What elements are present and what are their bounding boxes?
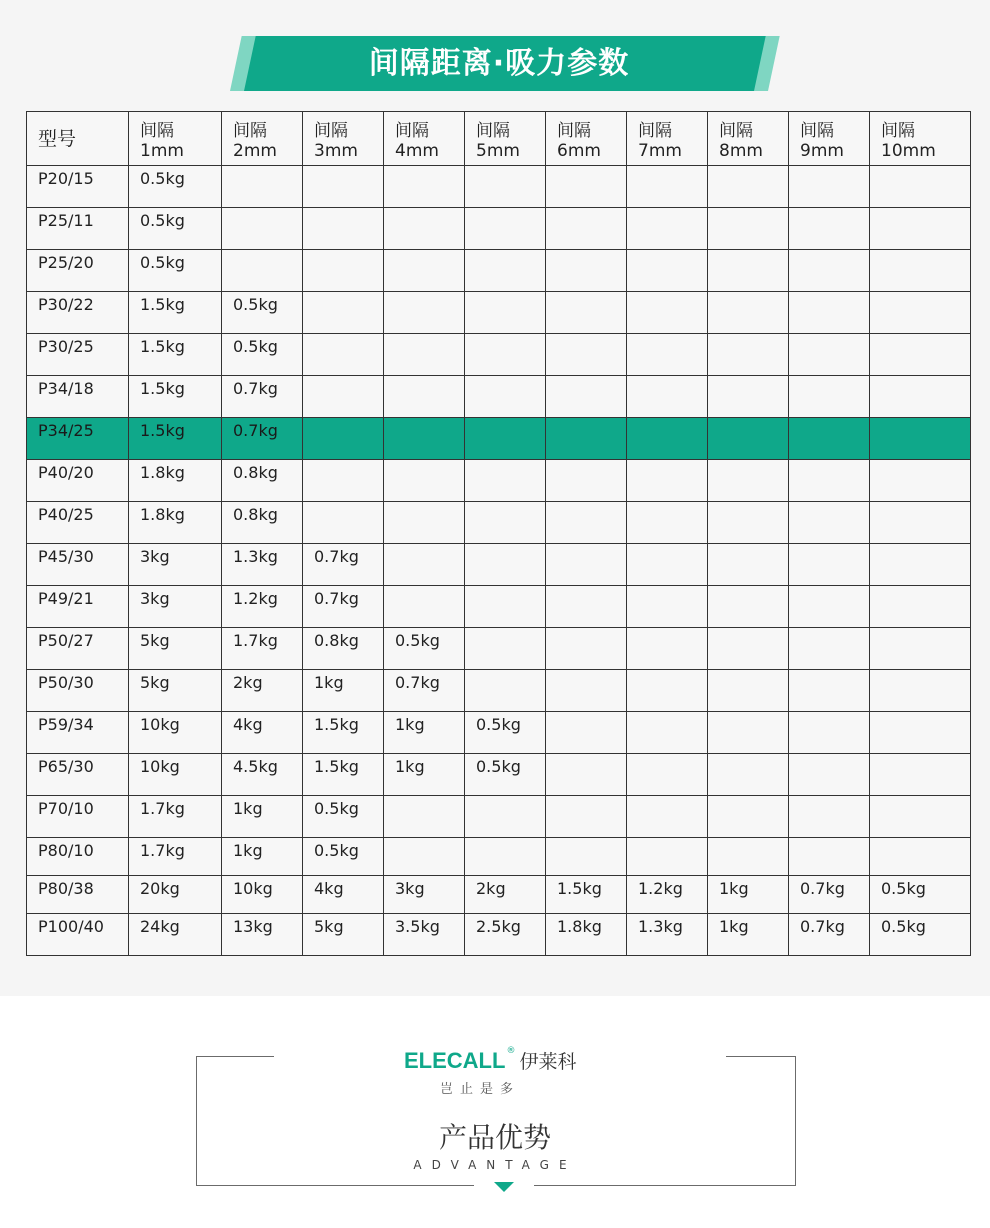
force-cell: [708, 418, 789, 460]
force-cell: 1kg: [222, 796, 303, 838]
force-cell: [384, 418, 465, 460]
header-model: 型号: [27, 112, 129, 166]
force-cell: 1.5kg: [303, 712, 384, 754]
force-cell: [627, 628, 708, 670]
force-cell: 0.5kg: [129, 208, 222, 250]
model-cell: P50/30: [27, 670, 129, 712]
force-cell: [870, 418, 971, 460]
frame-top-right: [726, 1056, 796, 1057]
force-cell: [222, 166, 303, 208]
force-cell: [627, 376, 708, 418]
force-cell: [708, 628, 789, 670]
force-cell: [546, 754, 627, 796]
force-cell: [384, 502, 465, 544]
force-cell: [627, 250, 708, 292]
table-row: [27, 876, 971, 914]
force-cell: 0.5kg: [870, 876, 971, 914]
force-cell: [870, 292, 971, 334]
force-cell: 0.7kg: [222, 376, 303, 418]
force-cell: [627, 208, 708, 250]
force-cell: [222, 208, 303, 250]
table-row: [27, 796, 971, 838]
force-cell: 1kg: [384, 712, 465, 754]
force-cell: [384, 208, 465, 250]
force-cell: 0.5kg: [222, 334, 303, 376]
force-cell: [627, 712, 708, 754]
suction-parameter-table: [26, 111, 971, 956]
force-cell: [627, 418, 708, 460]
force-cell: 0.7kg: [303, 544, 384, 586]
force-cell: [627, 838, 708, 876]
header-gap-6mm: 间隔 6mm: [546, 112, 627, 166]
force-cell: [384, 460, 465, 502]
header-gap-3mm: 间隔 3mm: [303, 112, 384, 166]
force-cell: 5kg: [129, 670, 222, 712]
force-cell: [546, 166, 627, 208]
force-cell: [384, 796, 465, 838]
brand-name-en: ELECALL: [404, 1048, 506, 1073]
force-cell: [465, 838, 546, 876]
force-cell: 1.5kg: [129, 334, 222, 376]
model-cell: P20/15: [27, 166, 129, 208]
force-cell: [465, 460, 546, 502]
force-cell: 1.5kg: [546, 876, 627, 914]
force-cell: [870, 712, 971, 754]
force-cell: [789, 628, 870, 670]
table-header-row: [27, 112, 971, 166]
header-gap-10mm: 间隔 10mm: [870, 112, 971, 166]
force-cell: [708, 460, 789, 502]
force-cell: 1kg: [303, 670, 384, 712]
force-cell: 0.5kg: [384, 628, 465, 670]
force-cell: [789, 166, 870, 208]
force-cell: [627, 502, 708, 544]
force-cell: 0.7kg: [384, 670, 465, 712]
force-cell: [465, 376, 546, 418]
force-cell: [708, 376, 789, 418]
table-row: [27, 712, 971, 754]
model-cell: P25/20: [27, 250, 129, 292]
force-cell: [384, 544, 465, 586]
force-cell: 1.8kg: [129, 502, 222, 544]
force-cell: [546, 502, 627, 544]
force-cell: 4.5kg: [222, 754, 303, 796]
table-row: [27, 166, 971, 208]
force-cell: [384, 250, 465, 292]
force-cell: [465, 166, 546, 208]
force-cell: [384, 586, 465, 628]
force-cell: [627, 166, 708, 208]
force-cell: [465, 796, 546, 838]
force-cell: [546, 628, 627, 670]
brand-slogan: 岂止是多: [440, 1082, 521, 1097]
model-cell: P40/25: [27, 502, 129, 544]
table-row: [27, 838, 971, 876]
model-cell: P49/21: [27, 586, 129, 628]
force-cell: [870, 628, 971, 670]
header-gap-1mm: 间隔 1mm: [129, 112, 222, 166]
force-cell: [627, 796, 708, 838]
brand-logo: [404, 1046, 576, 1074]
force-cell: [303, 292, 384, 334]
force-cell: 0.5kg: [303, 796, 384, 838]
header-gap-5mm: 间隔 5mm: [465, 112, 546, 166]
force-cell: [465, 208, 546, 250]
force-cell: [627, 670, 708, 712]
force-cell: 5kg: [129, 628, 222, 670]
force-cell: [303, 460, 384, 502]
force-cell: 5kg: [303, 914, 384, 956]
force-cell: 3kg: [384, 876, 465, 914]
force-cell: 4kg: [222, 712, 303, 754]
force-cell: 20kg: [129, 876, 222, 914]
model-cell: P30/25: [27, 334, 129, 376]
header-gap-7mm: 间隔 7mm: [627, 112, 708, 166]
force-cell: 0.5kg: [465, 754, 546, 796]
force-cell: [708, 292, 789, 334]
force-cell: 0.5kg: [303, 838, 384, 876]
force-cell: 10kg: [222, 876, 303, 914]
force-cell: 1.8kg: [129, 460, 222, 502]
force-cell: 0.7kg: [789, 876, 870, 914]
force-cell: 10kg: [129, 712, 222, 754]
force-cell: [303, 502, 384, 544]
table-row: [27, 544, 971, 586]
force-cell: [708, 544, 789, 586]
force-cell: [789, 670, 870, 712]
force-cell: [546, 418, 627, 460]
force-cell: [384, 166, 465, 208]
force-cell: [303, 208, 384, 250]
force-cell: [303, 166, 384, 208]
model-cell: P59/34: [27, 712, 129, 754]
force-cell: 2kg: [465, 876, 546, 914]
page-title: 间隔距离·吸力参数: [368, 46, 630, 81]
force-cell: [465, 292, 546, 334]
force-cell: 0.8kg: [222, 460, 303, 502]
force-cell: 0.5kg: [129, 250, 222, 292]
force-cell: 4kg: [303, 876, 384, 914]
force-cell: 2.5kg: [465, 914, 546, 956]
force-cell: 3kg: [129, 544, 222, 586]
force-cell: [627, 754, 708, 796]
force-cell: [465, 628, 546, 670]
force-cell: [870, 376, 971, 418]
force-cell: [789, 586, 870, 628]
header-gap-2mm: 间隔 2mm: [222, 112, 303, 166]
table-row: [27, 208, 971, 250]
force-cell: 1kg: [384, 754, 465, 796]
force-cell: [546, 796, 627, 838]
force-cell: [870, 670, 971, 712]
force-cell: [546, 250, 627, 292]
force-cell: [627, 334, 708, 376]
force-cell: [384, 334, 465, 376]
force-cell: [465, 250, 546, 292]
table-row: [27, 628, 971, 670]
header-gap-9mm: 间隔 9mm: [789, 112, 870, 166]
model-cell: P30/22: [27, 292, 129, 334]
force-cell: 1.3kg: [222, 544, 303, 586]
force-cell: [546, 376, 627, 418]
force-cell: [627, 544, 708, 586]
force-cell: [303, 376, 384, 418]
force-cell: 1.5kg: [129, 376, 222, 418]
table-row: [27, 292, 971, 334]
force-cell: 0.8kg: [303, 628, 384, 670]
force-cell: [303, 334, 384, 376]
force-cell: 1kg: [708, 914, 789, 956]
model-cell: P25/11: [27, 208, 129, 250]
force-cell: [546, 544, 627, 586]
force-cell: 0.5kg: [870, 914, 971, 956]
force-cell: [627, 292, 708, 334]
force-cell: [546, 208, 627, 250]
header-gap-8mm: 间隔 8mm: [708, 112, 789, 166]
registered-mark: ®: [506, 1046, 516, 1056]
force-cell: 1.5kg: [129, 418, 222, 460]
force-cell: 3kg: [129, 586, 222, 628]
force-cell: [384, 292, 465, 334]
force-cell: [870, 250, 971, 292]
force-cell: [384, 838, 465, 876]
force-cell: [708, 838, 789, 876]
force-cell: [789, 796, 870, 838]
force-cell: 2kg: [222, 670, 303, 712]
force-cell: 1.5kg: [303, 754, 384, 796]
force-cell: [789, 502, 870, 544]
force-cell: [708, 586, 789, 628]
table-row: [27, 502, 971, 544]
force-cell: 0.5kg: [465, 712, 546, 754]
force-cell: [870, 166, 971, 208]
force-cell: [708, 208, 789, 250]
force-cell: [465, 334, 546, 376]
table-row: [27, 754, 971, 796]
section-title: 产品优势: [438, 1121, 551, 1154]
table-row: [27, 586, 971, 628]
force-cell: [870, 208, 971, 250]
force-cell: [222, 250, 303, 292]
force-cell: [465, 418, 546, 460]
section-subtitle: ADVANTAGE: [413, 1158, 577, 1172]
table-row: [27, 334, 971, 376]
force-cell: 0.5kg: [222, 292, 303, 334]
table-body: [27, 166, 971, 956]
force-cell: [708, 754, 789, 796]
frame-top-left: [196, 1056, 274, 1057]
force-cell: 0.8kg: [222, 502, 303, 544]
table-row: [27, 250, 971, 292]
force-cell: 0.7kg: [789, 914, 870, 956]
force-cell: [789, 334, 870, 376]
force-cell: 1.7kg: [129, 796, 222, 838]
model-cell: P50/27: [27, 628, 129, 670]
force-cell: [870, 754, 971, 796]
force-cell: [303, 250, 384, 292]
force-cell: [789, 460, 870, 502]
force-cell: [708, 166, 789, 208]
force-cell: 1.3kg: [627, 914, 708, 956]
frame-bottom-left: [196, 1185, 474, 1186]
force-cell: 24kg: [129, 914, 222, 956]
force-cell: [870, 502, 971, 544]
force-cell: [303, 418, 384, 460]
force-cell: 0.7kg: [222, 418, 303, 460]
force-cell: [546, 838, 627, 876]
brand-name-cn: 伊莱科: [519, 1051, 577, 1073]
table-row: [27, 460, 971, 502]
force-cell: [546, 670, 627, 712]
table-row: [27, 914, 971, 956]
force-cell: [546, 334, 627, 376]
force-cell: [789, 292, 870, 334]
table-row: [27, 376, 971, 418]
force-cell: [627, 586, 708, 628]
force-cell: [870, 796, 971, 838]
force-cell: [384, 376, 465, 418]
model-cell: P34/18: [27, 376, 129, 418]
force-cell: [789, 712, 870, 754]
force-cell: [465, 502, 546, 544]
force-cell: [546, 292, 627, 334]
model-cell: P70/10: [27, 796, 129, 838]
force-cell: [546, 460, 627, 502]
model-cell: P40/20: [27, 460, 129, 502]
force-cell: [708, 334, 789, 376]
table-row: [27, 670, 971, 712]
force-cell: [465, 586, 546, 628]
title-banner: [230, 36, 768, 91]
force-cell: 1.2kg: [222, 586, 303, 628]
force-cell: 1kg: [222, 838, 303, 876]
force-cell: 1.5kg: [129, 292, 222, 334]
model-cell: P65/30: [27, 754, 129, 796]
force-cell: [870, 544, 971, 586]
force-cell: [708, 796, 789, 838]
force-cell: [789, 544, 870, 586]
force-cell: 10kg: [129, 754, 222, 796]
force-cell: [870, 838, 971, 876]
force-cell: [870, 334, 971, 376]
arrow-down-icon: [494, 1182, 514, 1192]
force-cell: [870, 586, 971, 628]
force-cell: 13kg: [222, 914, 303, 956]
header-gap-4mm: 间隔 4mm: [384, 112, 465, 166]
model-cell: P80/10: [27, 838, 129, 876]
force-cell: [870, 460, 971, 502]
force-cell: 1.2kg: [627, 876, 708, 914]
force-cell: 0.7kg: [303, 586, 384, 628]
force-cell: [789, 418, 870, 460]
force-cell: [465, 670, 546, 712]
force-cell: [789, 754, 870, 796]
force-cell: [708, 712, 789, 754]
table-row: [27, 418, 971, 460]
force-cell: [789, 250, 870, 292]
model-cell: P45/30: [27, 544, 129, 586]
force-cell: [708, 502, 789, 544]
force-cell: 3.5kg: [384, 914, 465, 956]
force-cell: 1kg: [708, 876, 789, 914]
force-cell: [465, 544, 546, 586]
force-cell: [627, 460, 708, 502]
force-cell: [708, 670, 789, 712]
force-cell: [546, 712, 627, 754]
force-cell: 1.8kg: [546, 914, 627, 956]
force-cell: [789, 208, 870, 250]
frame-bottom-right: [534, 1185, 796, 1186]
force-cell: [708, 250, 789, 292]
force-cell: [789, 376, 870, 418]
model-cell: P34/25: [27, 418, 129, 460]
force-cell: 1.7kg: [222, 628, 303, 670]
force-cell: 1.7kg: [129, 838, 222, 876]
force-cell: 0.5kg: [129, 166, 222, 208]
force-cell: [789, 838, 870, 876]
force-cell: [546, 586, 627, 628]
model-cell: P100/40: [27, 914, 129, 956]
model-cell: P80/38: [27, 876, 129, 914]
